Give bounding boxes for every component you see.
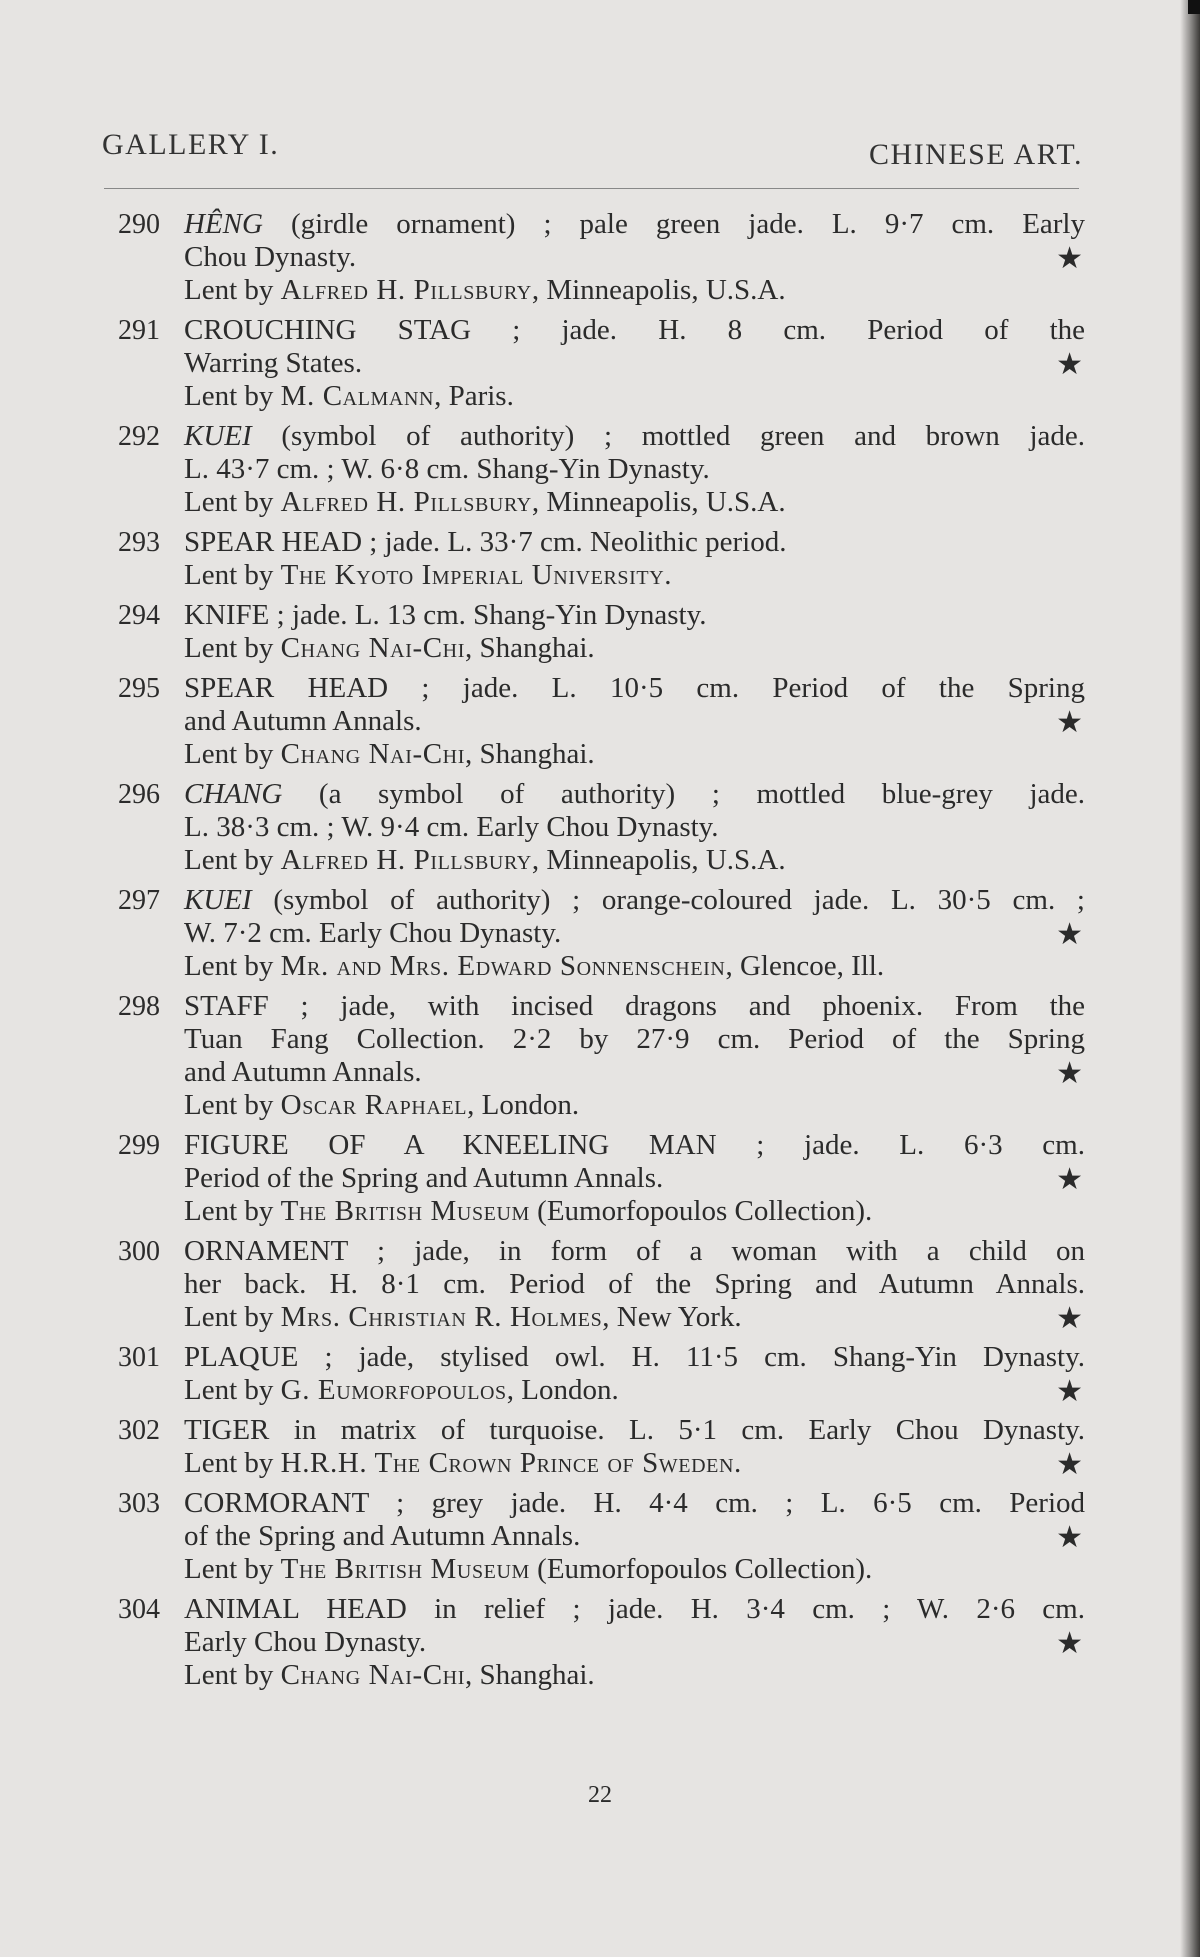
catalogue-entry: [0, 1129, 1200, 1228]
entry-lender-line: [184, 1089, 1085, 1122]
entry-description-line: SPEAR HEAD ; jade. L. 10·5 cm. Period of the Spring: [184, 672, 1085, 704]
lent-by-label: Lent by: [184, 1553, 281, 1585]
lender-location: (Eumorfopoulos Collection).: [529, 1553, 873, 1585]
entry-description-line: ANIMAL HEAD in relief ; jade. H. 3·4 cm. ; W. 2·6 cm.: [184, 1593, 1085, 1625]
entry-body: [184, 1593, 1085, 1692]
entry-text: W. 7·2 cm. Early Chou Dynasty.: [184, 917, 562, 949]
lender-name: Alfred H. Pillsbury: [280, 844, 532, 876]
entry-description-line: [184, 347, 1085, 380]
page-corner-mark: [1188, 0, 1200, 14]
entry-body: [184, 314, 1085, 413]
entry-description-line: PLAQUE ; jade, stylised owl. H. 11·5 cm. Shang-Yin Dynasty.: [184, 1341, 1085, 1373]
entry-lender-line: [184, 559, 1085, 592]
entry-number: 294: [118, 600, 160, 631]
catalogue-entry: [0, 1341, 1200, 1407]
entry-description-line: [184, 917, 1085, 950]
star-icon: ★: [1056, 1163, 1083, 1196]
entry-description-line: Tuan Fang Collection. 2·2 by 27·9 cm. Period of the Spring: [184, 1023, 1085, 1055]
lent-by-label: Lent by: [184, 844, 281, 876]
star-icon: ★: [1056, 348, 1083, 381]
entry-description-line: CROUCHING STAG ; jade. H. 8 cm. Period of the: [184, 314, 1085, 346]
entry-body: [184, 526, 1085, 592]
entry-description-line: FIGURE OF A KNEELING MAN ; jade. L. 6·3 cm.: [184, 1129, 1085, 1161]
entry-number: 303: [118, 1488, 160, 1519]
entry-lender-line: [184, 1553, 1085, 1586]
catalogue-entries: [0, 208, 1200, 1699]
entry-body: [184, 884, 1085, 983]
entry-lender-line: [184, 380, 1085, 413]
chinese-term: HÊNG: [184, 208, 263, 240]
lender-location: , Shanghai.: [464, 738, 595, 770]
entry-text: Warring States.: [184, 347, 363, 379]
lender-location: , Glencoe, Ill.: [725, 950, 885, 982]
running-head-left: GALLERY I.: [102, 128, 280, 161]
lent-by-label: Lent by: [184, 1447, 281, 1479]
catalogue-entry: [0, 1414, 1200, 1480]
star-icon: ★: [1056, 1448, 1083, 1481]
entry-description-line: ORNAMENT ; jade, in form of a woman with a child on: [184, 1235, 1085, 1267]
entry-description-line: [184, 1520, 1085, 1553]
entry-body: [184, 1235, 1085, 1334]
running-head-right: CHINESE ART.: [869, 138, 1083, 171]
lender-name: Chang Nai-Chi: [280, 632, 465, 664]
entry-description-line: CORMORANT ; grey jade. H. 4·4 cm. ; L. 6·5 cm. Period: [184, 1487, 1085, 1519]
catalogue-entry: [0, 314, 1200, 413]
catalogue-entry: [0, 208, 1200, 307]
catalogue-entry: [0, 672, 1200, 771]
lender-name: Oscar Raphael: [280, 1089, 468, 1121]
entry-lender-line: [184, 632, 1085, 665]
entry-description-line: SPEAR HEAD ; jade. L. 33·7 cm. Neolithic period.: [184, 526, 787, 558]
entry-description-line: KUEI (symbol of authority) ; mottled green and brown jade.: [184, 420, 1085, 452]
lender-location: , Minneapolis, U.S.A.: [531, 486, 786, 518]
entry-lender-line: [184, 738, 1085, 771]
lender-name: Mrs. Christian R. Holmes: [280, 1301, 603, 1333]
lender-location: , Shanghai.: [464, 632, 595, 664]
entry-description-line: [184, 241, 1085, 274]
entry-text: Period of the Spring and Autumn Annals.: [184, 1162, 664, 1194]
lender-location: , New York.: [602, 1301, 742, 1333]
lender-name: Chang Nai-Chi: [280, 738, 465, 770]
chinese-term: KUEI: [184, 884, 252, 916]
entry-description-line: STAFF ; jade, with incised dragons and phoenix. From the: [184, 990, 1085, 1022]
lent-by-label: Lent by: [184, 274, 281, 306]
entry-body: [184, 1341, 1085, 1407]
entry-lender-line: [184, 844, 1085, 877]
lender-name: The British Museum: [280, 1195, 530, 1227]
entry-body: [184, 420, 1085, 519]
star-icon: ★: [1056, 1521, 1083, 1554]
entry-number: 295: [118, 673, 160, 704]
entry-text: and Autumn Annals.: [184, 1056, 422, 1088]
lent-by-label: Lent by: [184, 1659, 281, 1691]
star-icon: ★: [1056, 1627, 1083, 1660]
entry-description-line: [184, 705, 1085, 738]
lent-by-label: Lent by: [184, 1195, 281, 1227]
star-icon: ★: [1056, 1375, 1083, 1408]
entry-description-line: her back. H. 8·1 cm. Period of the Spring and Autumn Annals.: [184, 1268, 1085, 1300]
lender-name: Alfred H. Pillsbury: [280, 486, 532, 518]
entry-lender-line: [184, 274, 1085, 307]
entry-lender-line: [184, 950, 1085, 983]
star-icon: ★: [1056, 918, 1083, 951]
entry-number: 292: [118, 421, 160, 452]
entry-description-line: KUEI (symbol of authority) ; orange-coloured jade. L. 30·5 cm. ;: [184, 884, 1085, 916]
lender-name: Alfred H. Pillsbury: [280, 274, 532, 306]
entry-number: 300: [118, 1236, 160, 1267]
entry-body: [184, 208, 1085, 307]
entry-body: [184, 1487, 1085, 1586]
entry-number: 301: [118, 1342, 160, 1373]
lender-name: The British Museum: [280, 1553, 530, 1585]
entry-body: [184, 990, 1085, 1122]
catalogue-entry: [0, 990, 1200, 1122]
lender-location: , London.: [467, 1089, 580, 1121]
entry-description-line: L. 38·3 cm. ; W. 9·4 cm. Early Chou Dynasty.: [184, 811, 719, 843]
star-icon: ★: [1056, 1302, 1083, 1335]
entry-lender-line: [184, 1659, 1085, 1692]
star-icon: ★: [1056, 706, 1083, 739]
entry-lender-line: [184, 1374, 1085, 1407]
entry-description-line: [184, 1626, 1085, 1659]
catalogue-entry: [0, 1593, 1200, 1692]
entry-number: 299: [118, 1130, 160, 1161]
catalogue-entry: [0, 778, 1200, 877]
entry-number: 297: [118, 885, 160, 916]
entry-text: and Autumn Annals.: [184, 705, 422, 737]
entry-body: [184, 1414, 1085, 1480]
catalogue-entry: [0, 1235, 1200, 1334]
entry-description-line: KNIFE ; jade. L. 13 cm. Shang-Yin Dynasty.: [184, 599, 707, 631]
entry-number: 296: [118, 779, 160, 810]
entry-description-line: HÊNG (girdle ornament) ; pale green jade. L. 9·7 cm. Early: [184, 208, 1085, 240]
lent-by-label: Lent by: [184, 1301, 281, 1333]
entry-text: Chou Dynasty.: [184, 241, 357, 273]
lent-by-label: Lent by: [184, 1089, 281, 1121]
lender-location: , Minneapolis, U.S.A.: [531, 844, 786, 876]
lent-by-label: Lent by: [184, 486, 281, 518]
lent-by-label: Lent by: [184, 632, 281, 664]
catalogue-entry: [0, 420, 1200, 519]
lent-by-label: Lent by: [184, 559, 281, 591]
lender-name: The Kyoto Imperial University.: [280, 559, 673, 591]
entry-number: 304: [118, 1594, 160, 1625]
entry-body: [184, 778, 1085, 877]
entry-lender-line: [184, 486, 1085, 519]
entry-description-line: L. 43·7 cm. ; W. 6·8 cm. Shang-Yin Dynasty.: [184, 453, 710, 485]
lent-by-label: Lent by: [184, 1374, 281, 1406]
entry-number: 298: [118, 991, 160, 1022]
entry-description-line: [184, 1056, 1085, 1089]
lender-location: , Minneapolis, U.S.A.: [531, 274, 786, 306]
entry-description-line: CHANG (a symbol of authority) ; mottled blue-grey jade.: [184, 778, 1085, 810]
lender-name: Chang Nai-Chi: [280, 1659, 465, 1691]
entry-lender-line: [184, 1447, 1085, 1480]
entry-number: 293: [118, 527, 160, 558]
catalogue-entry: [0, 599, 1200, 665]
lent-by-label: Lent by: [184, 738, 281, 770]
lender-name: H.R.H. The Crown Prince of Sweden.: [280, 1447, 742, 1479]
lender-location: , London.: [506, 1374, 619, 1406]
lent-by-label: Lent by: [184, 950, 281, 982]
chinese-term: CHANG: [184, 778, 283, 810]
chinese-term: KUEI: [184, 420, 252, 452]
lender-location: , Shanghai.: [464, 1659, 595, 1691]
entry-text: of the Spring and Autumn Annals.: [184, 1520, 581, 1552]
entry-body: [184, 1129, 1085, 1228]
entry-description-line: [184, 1162, 1085, 1195]
lender-location: (Eumorfopoulos Collection).: [529, 1195, 873, 1227]
catalogue-entry: [0, 1487, 1200, 1586]
star-icon: ★: [1056, 1057, 1083, 1090]
header-rule: [104, 188, 1079, 189]
entry-lender-line: [184, 1301, 1085, 1334]
lender-name: G. Eumorfopoulos: [280, 1374, 507, 1406]
catalogue-entry: [0, 526, 1200, 592]
lender-location: , Paris.: [434, 380, 514, 412]
entry-number: 302: [118, 1415, 160, 1446]
entry-lender-line: [184, 1195, 1085, 1228]
entry-number: 290: [118, 209, 160, 240]
entry-body: [184, 672, 1085, 771]
star-icon: ★: [1056, 242, 1083, 275]
entry-text: Early Chou Dynasty.: [184, 1626, 427, 1658]
entry-number: 291: [118, 315, 160, 346]
entry-body: [184, 599, 1085, 665]
entry-description-line: TIGER in matrix of turquoise. L. 5·1 cm. Early Chou Dynasty.: [184, 1414, 1085, 1446]
lender-name: Mr. and Mrs. Edward Sonnenschein: [280, 950, 726, 982]
lender-name: M. Calmann: [280, 380, 435, 412]
page-number: 22: [588, 1782, 612, 1808]
lent-by-label: Lent by: [184, 380, 281, 412]
catalogue-entry: [0, 884, 1200, 983]
